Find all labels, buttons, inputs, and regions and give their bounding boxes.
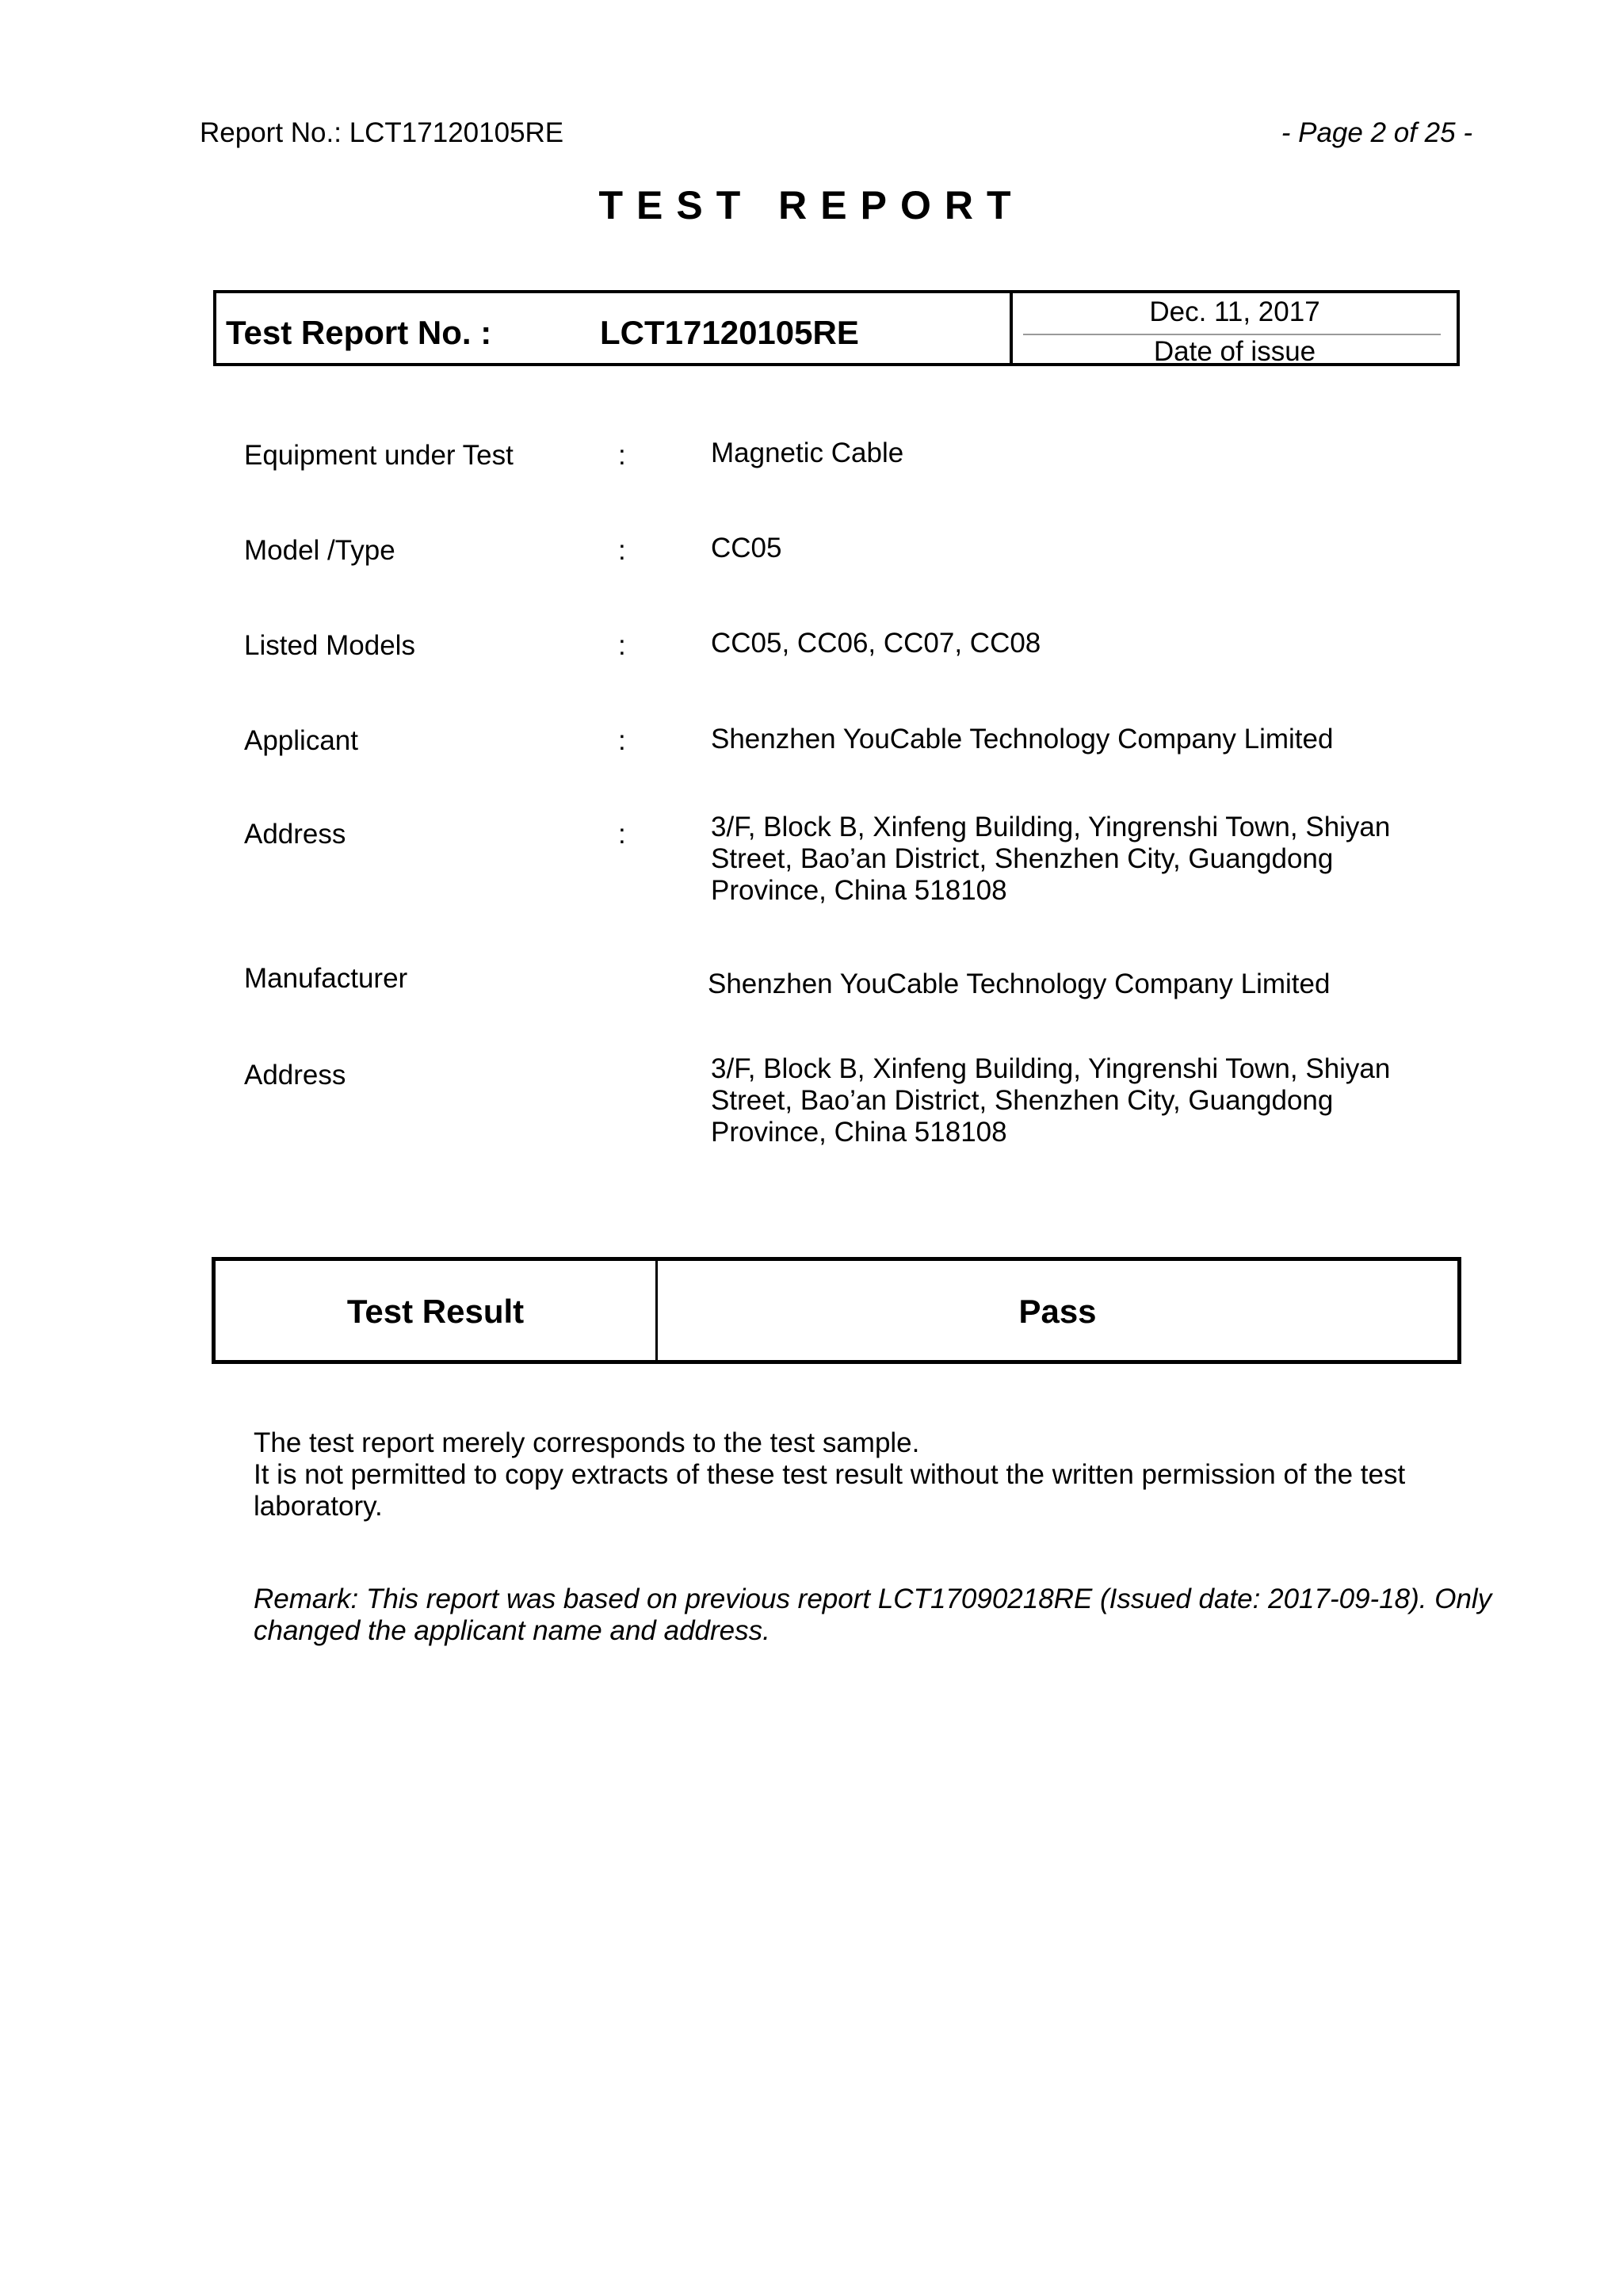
- report-number-box: [213, 290, 1460, 366]
- test-result-label: Test Result: [346, 1293, 525, 1330]
- field-value: CC05: [711, 533, 782, 563]
- field-label: Applicant: [244, 725, 358, 756]
- remark-line: Remark: This report was based on previous report LCT17090218RE (Issued date: 2017-09-18). Only: [254, 1584, 1492, 1614]
- note-line: It is not permitted to copy extracts of these test result without the written permission of the test: [254, 1459, 1406, 1490]
- header-page-number: - Page 2 of 25 -: [1281, 117, 1472, 148]
- field-value: CC05, CC06, CC07, CC08: [711, 628, 1041, 659]
- note-line: The test report merely corresponds to the test sample.: [254, 1427, 920, 1458]
- document-title: TEST REPORT: [598, 183, 1025, 227]
- field-value-line: 3/F, Block B, Xinfeng Building, Yingrenshi Town, Shiyan: [711, 812, 1391, 842]
- remark-line: changed the applicant name and address.: [254, 1615, 770, 1646]
- field-colon: :: [618, 535, 626, 566]
- field-value-line: Street, Bao’an District, Shenzhen City, Guangdong: [711, 843, 1334, 874]
- field-label: Manufacturer: [244, 963, 408, 994]
- field-label: Model /Type: [244, 535, 395, 566]
- issue-date: Dec. 11, 2017: [1149, 296, 1320, 327]
- field-label: Address: [244, 819, 346, 850]
- field-colon: :: [618, 819, 626, 850]
- test-result-value: Pass: [1018, 1293, 1097, 1330]
- field-value: Magnetic Cable: [711, 437, 904, 468]
- field-value-line: Province, China 518108: [711, 1117, 1007, 1148]
- field-label: Listed Models: [244, 630, 415, 661]
- date-underline: [1023, 334, 1441, 335]
- field-value-line: Street, Bao’an District, Shenzhen City, Guangdong: [711, 1085, 1334, 1116]
- field-value: Shenzhen YouCable Technology Company Limited: [708, 968, 1331, 999]
- report-number-label: Test Report No. :: [226, 314, 492, 351]
- field-value-line: Province, China 518108: [711, 875, 1007, 906]
- test-result-box: [212, 1257, 1461, 1364]
- field-label: Address: [244, 1060, 346, 1091]
- issue-date-caption: Date of issue: [1153, 336, 1316, 367]
- field-colon: :: [618, 440, 626, 471]
- field-colon: :: [618, 630, 626, 661]
- note-line: laboratory.: [254, 1491, 383, 1522]
- field-value-line: 3/F, Block B, Xinfeng Building, Yingrenshi Town, Shiyan: [711, 1053, 1391, 1084]
- field-colon: :: [618, 725, 626, 756]
- field-value: Shenzhen YouCable Technology Company Limited: [711, 724, 1334, 755]
- field-label: Equipment under Test: [244, 440, 514, 471]
- report-number-value: LCT17120105RE: [600, 314, 859, 351]
- header-report-number: Report No.: LCT17120105RE: [200, 117, 564, 148]
